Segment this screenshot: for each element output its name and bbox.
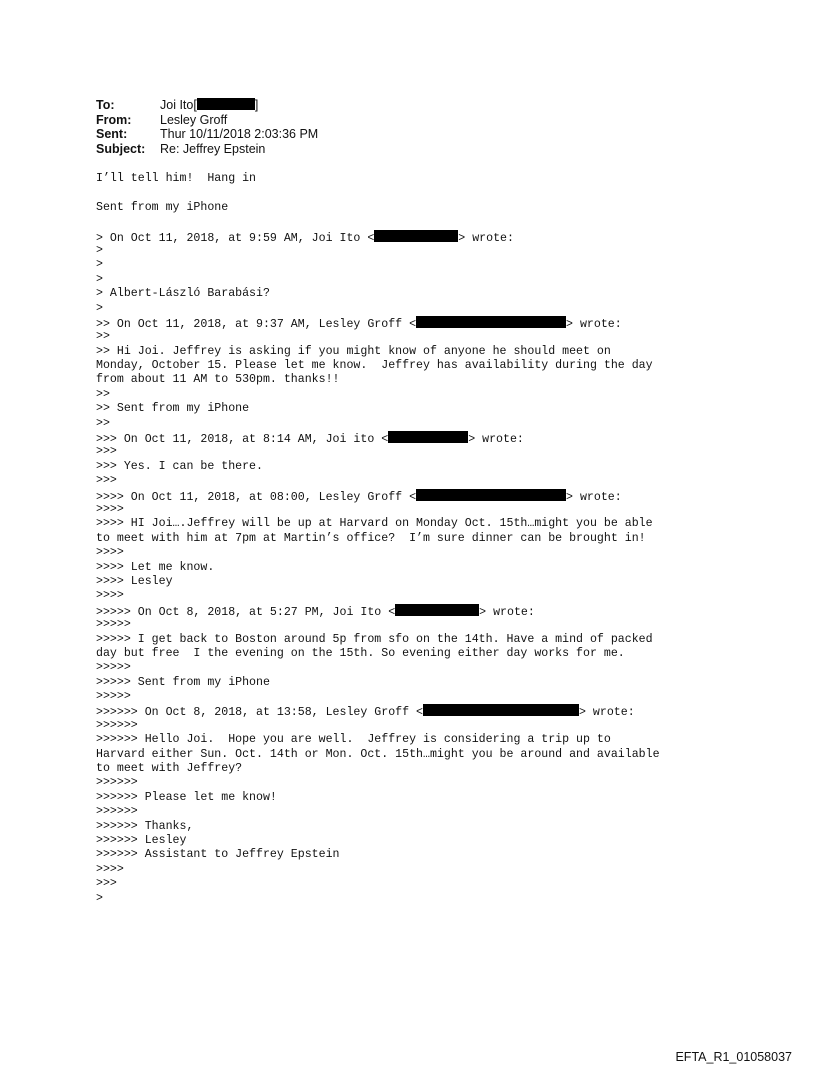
quote-header-text: >>>>> On Oct 8, 2018, at 5:27 PM, Joi Ito < [96, 605, 396, 619]
body-line: >>>>>> [96, 718, 138, 732]
to-label: To: [96, 98, 115, 112]
quote-header-line [96, 230, 756, 244]
body-line: >>>>>> Assistant to Jeffrey Epstein [96, 848, 340, 862]
redaction-box [388, 431, 468, 443]
from-row [96, 113, 318, 128]
redaction-box [423, 704, 579, 716]
to-bracket: ] [254, 98, 259, 112]
body-line: day but free I the evening on the 15th. So evening either day works for me. [96, 646, 625, 660]
body-line: > [96, 243, 103, 257]
body-line: >> [96, 330, 110, 344]
to-name: Joi Ito[ [160, 98, 197, 112]
redaction-box [416, 316, 566, 328]
sent-label: Sent: [96, 127, 128, 141]
body-line: to meet with Jeffrey? [96, 762, 243, 776]
body-line: >> Hi Joi. Jeffrey is asking if you might know of anyone he should meet on [96, 344, 611, 358]
body-line: >>>>>> Thanks, [96, 819, 194, 833]
body-line: >>>> [96, 546, 124, 560]
body-line: >>>>> [96, 618, 131, 632]
quote-header-text: > wrote: [468, 433, 524, 447]
subject-label: Subject: [96, 141, 146, 156]
body-line: > [96, 301, 103, 315]
quote-header-line [96, 489, 756, 503]
body-line: >>>>> [96, 661, 131, 675]
body-line: >>>>>> Lesley [96, 833, 187, 847]
body-line: >>> [96, 474, 117, 488]
body-line: to meet with him at 7pm at Martin’s office? I’m sure dinner can be brought in! [96, 531, 646, 545]
body-line: >>> [96, 445, 117, 459]
quote-header-text: >>>> On Oct 11, 2018, at 08:00, Lesley Groff < [96, 490, 417, 504]
subject-row [96, 142, 318, 157]
body-line: >>> [96, 877, 117, 891]
quote-header-text: > wrote: [579, 706, 635, 720]
body-line: > Albert-László Barabási? [96, 287, 270, 301]
quote-header-line [96, 604, 756, 618]
body-line: >>>>>> Hello Joi. Hope you are well. Jeffrey is considering a trip up to [96, 733, 611, 747]
body-line: >>>>> Sent from my iPhone [96, 675, 270, 689]
body-line: >>>>>> Please let me know! [96, 790, 277, 804]
body-line: >>> Yes. I can be there. [96, 459, 263, 473]
body-line: Monday, October 15. Please let me know. Jeffrey has availability during the day [96, 359, 653, 373]
quote-header-line [96, 431, 756, 445]
quote-header-line [96, 316, 756, 330]
body-line: >>>>> I get back to Boston around 5p from sfo on the 14th. Have a mind of packed [96, 632, 653, 646]
body-line: Harvard either Sun. Oct. 14th or Mon. Oct. 15th…might you be around and available [96, 747, 660, 761]
body-line: >>>> [96, 589, 124, 603]
quote-header-text: > wrote: [458, 231, 514, 245]
body-line: >> Sent from my iPhone [96, 402, 250, 416]
body-line: >> [96, 416, 110, 430]
body-line: > [96, 272, 103, 286]
quote-header-text: > On Oct 11, 2018, at 9:59 AM, Joi Ito < [96, 231, 375, 245]
email-header [96, 98, 318, 156]
body-line: > [96, 258, 103, 272]
to-value [160, 98, 258, 113]
redaction-box [374, 230, 458, 242]
body-line: >>>> [96, 502, 124, 516]
email-body [96, 172, 756, 906]
body-line: >>>> HI Joi….Jeffrey will be up at Harvard on Monday Oct. 15th…might you be able [96, 517, 653, 531]
body-line: > [96, 891, 103, 905]
body-line: >>>> Lesley [96, 574, 173, 588]
subject-value: Re: Jeffrey Epstein [160, 141, 266, 156]
body-line: >>>>>> [96, 776, 138, 790]
to-row [96, 98, 318, 113]
quote-header-text: > wrote: [479, 605, 535, 619]
from-value: Lesley Groff [160, 112, 228, 127]
body-line: >>>> Let me know. [96, 560, 215, 574]
from-label: From: [96, 112, 132, 127]
body-line: >> [96, 387, 110, 401]
sent-value: Thur 10/11/2018 2:03:36 PM [160, 127, 319, 141]
sent-row [96, 127, 318, 142]
redaction-box [395, 604, 479, 616]
quote-header-text: >>> On Oct 11, 2018, at 8:14 AM, Joi ito < [96, 433, 389, 447]
quote-header-text: >> On Oct 11, 2018, at 9:37 AM, Lesley Groff < [96, 317, 417, 331]
quote-header-text: > wrote: [566, 490, 622, 504]
body-line: >>>>>> [96, 805, 138, 819]
redaction-box [197, 98, 255, 110]
document-id: EFTA_R1_01058037 [675, 1050, 792, 1064]
quote-header-text: > wrote: [566, 317, 622, 331]
body-line: from about 11 AM to 530pm. thanks!! [96, 373, 340, 387]
redaction-box [416, 489, 566, 501]
body-line: Sent from my iPhone [96, 200, 229, 214]
quote-header-line [96, 704, 756, 718]
body-line: I’ll tell him! Hang in [96, 172, 257, 185]
body-line: >>>>> [96, 690, 131, 704]
body-line: >>>> [96, 862, 124, 876]
quote-header-text: >>>>>> On Oct 8, 2018, at 13:58, Lesley Groff < [96, 706, 423, 720]
